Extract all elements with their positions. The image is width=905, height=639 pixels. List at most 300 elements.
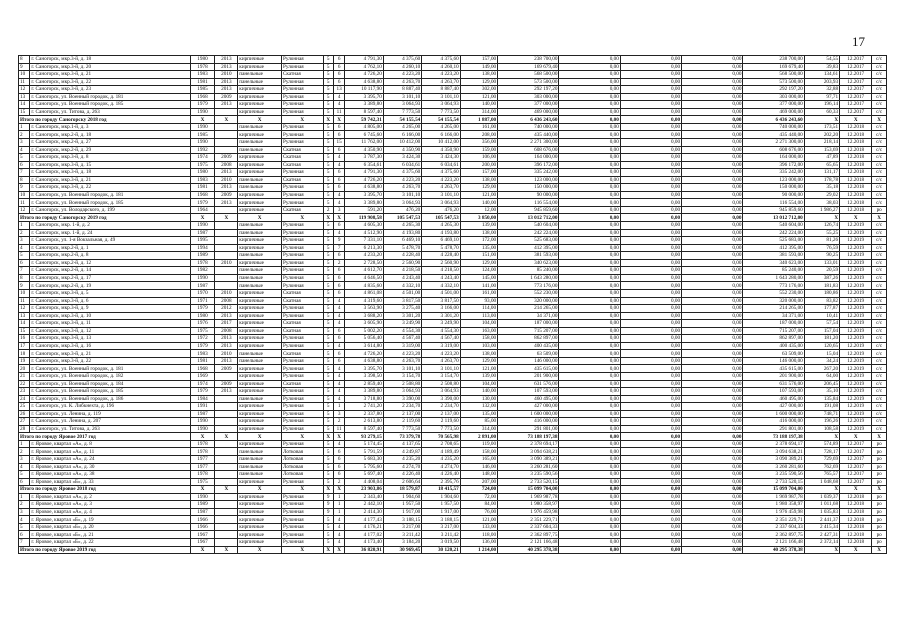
table-cell: 107 593,00 — [743, 388, 804, 396]
table-row — [19, 471, 887, 479]
table-cell: 2 362 897,75 — [498, 531, 559, 539]
table-cell: 2 — [333, 418, 344, 426]
table-cell: 39,83 — [804, 63, 839, 71]
table-cell: 4 — [333, 388, 344, 396]
table-cell: 0,00 — [682, 289, 743, 297]
table-cell: ро — [872, 516, 887, 524]
table-cell: 97,71 — [804, 93, 839, 101]
table-cell: 63 509,00 — [743, 350, 804, 358]
table-row — [19, 191, 887, 199]
table-cell — [215, 244, 238, 252]
table-cell: г. Яровое, квартал «А», д. 30 — [30, 463, 190, 471]
table-cell: 0,00 — [682, 403, 743, 411]
table-cell: 0,00 — [559, 350, 620, 358]
table-cell: 0,00 — [620, 259, 681, 267]
table-cell: 2 — [19, 501, 30, 509]
table-cell: 1978 — [190, 63, 215, 71]
table-cell: 0,00 — [559, 531, 620, 539]
table-cell: 3 094 638,21 — [743, 448, 804, 456]
table-cell — [215, 237, 238, 245]
table-cell: 83,82 — [804, 297, 839, 305]
table-cell: 65,65 — [804, 161, 839, 169]
table-cell: 15 — [19, 327, 30, 335]
table-cell: 12.2018 — [840, 176, 872, 184]
table-cell: 3 094 638,21 — [498, 448, 559, 456]
table-cell: 5 — [323, 372, 333, 380]
table-cell: 0,00 — [559, 123, 620, 131]
table-cell: 0,00 — [559, 410, 620, 418]
table-cell: г. Яровое, квартал «А», д. 11 — [30, 448, 190, 456]
table-cell: 145,00 — [460, 274, 497, 282]
table-cell: 2012 — [215, 305, 238, 313]
table-cell: 121,00 — [460, 516, 497, 524]
table-cell: 9 — [19, 63, 30, 71]
table-cell: кирпичные — [238, 305, 282, 313]
table-cell: 0,00 — [559, 274, 620, 282]
table-cell: Лотковая — [281, 471, 323, 479]
table-cell: 2 — [333, 478, 344, 486]
table-cell: ро — [872, 501, 887, 509]
table-cell: 0,00 — [682, 418, 743, 426]
table-cell: Рулонная — [281, 93, 323, 101]
table-cell: Рулонная — [281, 259, 323, 267]
table-cell: 1 904,60 — [422, 493, 460, 501]
table-cell: 0,00 — [620, 78, 681, 86]
total-label: Итого по городу Яровое 2018 год — [19, 486, 191, 494]
table-cell: 314,00 — [460, 425, 497, 433]
table-cell: 5 — [323, 410, 333, 418]
table-cell: 2013 — [215, 199, 238, 207]
table-cell: 132,00 — [460, 403, 497, 411]
table-cell: 1 035,83 — [804, 508, 839, 516]
table-cell: 6 — [333, 282, 344, 290]
table-cell: с/с — [872, 365, 887, 373]
table-cell: 0,00 — [559, 267, 620, 275]
table-cell: 5 — [323, 365, 333, 373]
table-cell: 1976 — [190, 320, 215, 328]
table-cell: 748,71 — [804, 410, 839, 418]
table-cell: 1990 — [190, 274, 215, 282]
table-cell: 85 240,00 — [498, 267, 559, 275]
table-cell: 2 891,00 — [460, 433, 497, 441]
table-cell: с/с — [872, 425, 887, 433]
table-cell: Лотковая — [281, 463, 323, 471]
table-cell: 0,00 — [559, 335, 620, 343]
table-cell: 1990 — [190, 418, 215, 426]
table-cell: 18 — [19, 350, 30, 358]
table-cell: 591,20 — [345, 206, 383, 214]
table-cell: 1985 — [190, 86, 215, 94]
table-cell: г. Яровое, квартал «Б», д. 33 — [30, 478, 190, 486]
table-cell: 1994 — [190, 244, 215, 252]
table-cell: 0,00 — [682, 252, 743, 260]
table-cell: с/с — [872, 305, 887, 313]
table-cell: 19 — [19, 357, 30, 365]
table-cell: с/с — [872, 169, 887, 177]
table-cell: 2013 — [215, 56, 238, 64]
table-cell: 0,00 — [620, 531, 681, 539]
table-cell: Скатная — [281, 320, 323, 328]
table-cell: Х — [238, 486, 282, 494]
table-cell: 90,25 — [804, 252, 839, 260]
table-cell: 1990 — [190, 425, 215, 433]
table-cell: 113,00 — [460, 312, 497, 320]
table-cell: 356,00 — [460, 139, 497, 147]
table-cell: панельные — [238, 222, 282, 230]
table-cell: 5 — [323, 169, 333, 177]
table-cell: 0,00 — [559, 86, 620, 94]
table-cell: 12.2018 — [840, 146, 872, 154]
table-cell: панельные — [238, 267, 282, 275]
table-cell: 4 332,10 — [383, 282, 421, 290]
table-cell: Х — [804, 486, 839, 494]
table-cell: 135,84 — [804, 395, 839, 403]
table-cell: кирпичные — [238, 86, 282, 94]
table-cell: 314,00 — [460, 108, 497, 116]
table-cell: 93,00 — [460, 297, 497, 305]
table-cell: 129,00 — [460, 78, 497, 86]
table-cell: 7 — [333, 244, 344, 252]
table-cell: 3 301,20 — [383, 312, 421, 320]
table-cell: кирпичные — [238, 372, 282, 380]
table-cell: 0,00 — [682, 86, 743, 94]
table-row — [19, 131, 887, 139]
table-cell: 6 — [333, 169, 344, 177]
table-cell — [215, 493, 238, 501]
table-cell — [215, 448, 238, 456]
table-cell: г. Саногорск, мкр.3-й, д. 6 — [30, 297, 190, 305]
table-cell: 150 000,00 — [498, 184, 559, 192]
table-cell: г. Яровое, квартал «А», д. 38 — [30, 471, 190, 479]
table-cell: 4 — [333, 372, 344, 380]
table-cell: 12.2018 — [840, 493, 872, 501]
table-cell: 2013 — [215, 86, 238, 94]
table-cell: 138,00 — [460, 176, 497, 184]
table-cell: г. Саногорск, мкр.2-й, д. 27 — [30, 139, 190, 147]
table-cell: 0,00 — [682, 471, 743, 479]
table-cell: 3 389,80 — [345, 101, 383, 109]
table-cell: 0,00 — [620, 342, 681, 350]
table-cell: 3 319,00 — [383, 342, 421, 350]
table-row — [19, 93, 887, 101]
table-cell: 133,00 — [460, 523, 497, 531]
table-cell: 6 — [333, 471, 344, 479]
table-cell: 6 — [19, 478, 30, 486]
table-cell: 1987 — [190, 410, 215, 418]
table-cell: 150 000,00 — [743, 184, 804, 192]
table-cell: 2 606,64 — [383, 478, 421, 486]
table-cell: 6 436 243,60 — [498, 116, 559, 124]
table-cell: 15 099 704,00 — [743, 486, 804, 494]
table-cell: 6 — [333, 350, 344, 358]
table-cell: 0,00 — [620, 244, 681, 252]
table-cell: 0,00 — [682, 78, 743, 86]
table-cell: Х — [238, 116, 282, 124]
table-cell: 0,00 — [682, 493, 743, 501]
table-cell: 12.2019 — [840, 252, 872, 260]
table-cell: 1 — [19, 440, 30, 448]
table-cell: 4 218,50 — [383, 267, 421, 275]
table-cell: г. Яровое, квартал «Б», д. 22 — [30, 539, 190, 547]
table-cell: 2009 — [215, 154, 238, 162]
table-cell: г. Саногорск, мкр.2-й, д. 17 — [30, 274, 190, 282]
table-cell: 2013 — [215, 63, 238, 71]
table-cell: 4 638,80 — [345, 357, 383, 365]
table-cell: 4 375,60 — [383, 56, 421, 64]
table-cell: г. Яровое, квартал «А», д. 3 — [30, 501, 190, 509]
table-cell: Скатная — [281, 327, 323, 335]
table-cell: 5 — [323, 229, 333, 237]
table-cell: 715 207,00 — [498, 327, 559, 335]
table-cell: 7 — [19, 539, 30, 547]
table-cell: 0,00 — [682, 305, 743, 313]
table-cell: 12.2017 — [840, 71, 872, 79]
table-cell: 0,00 — [559, 131, 620, 139]
table-cell: 1990 — [190, 222, 215, 230]
table-cell: кирпичные — [238, 101, 282, 109]
table-cell: 2008 — [215, 297, 238, 305]
table-cell — [215, 206, 238, 214]
table-cell: 1978 — [190, 259, 215, 267]
table-cell: Рулонная — [281, 523, 323, 531]
table-cell: 0,00 — [682, 320, 743, 328]
table-cell: 0,00 — [620, 493, 681, 501]
table-cell: Х — [872, 486, 887, 494]
table-cell: 12.2019 — [840, 320, 872, 328]
table-row — [19, 357, 887, 365]
table-cell: 114,00 — [460, 305, 497, 313]
table-row — [19, 146, 887, 154]
table-cell — [215, 229, 238, 237]
table-cell: 1990 — [190, 493, 215, 501]
table-cell: 4 — [333, 523, 344, 531]
table-cell: кирпичные — [238, 289, 282, 297]
table-cell: 3 398,50 — [345, 372, 383, 380]
table-row — [19, 418, 887, 426]
table-cell: 180,86 — [804, 289, 839, 297]
table-cell: 0,00 — [559, 78, 620, 86]
table-cell: кирпичные — [238, 169, 282, 177]
table-cell: 387,26 — [804, 274, 839, 282]
table-cell: 4 726,20 — [345, 176, 383, 184]
table-cell: 5 — [323, 471, 333, 479]
table-cell: 23 903,86 — [345, 486, 383, 494]
table-cell: 107 593,00 — [498, 388, 559, 396]
table-cell: г. Саногорск, мкр.2-й, д. 29 — [30, 146, 190, 154]
table-cell: 0,00 — [559, 191, 620, 199]
table-cell: 4 223,20 — [422, 176, 460, 184]
table-cell: 469 000,00 — [743, 108, 804, 116]
table-cell: 2 121 166,48 — [743, 539, 804, 547]
table-cell: 2008 — [215, 327, 238, 335]
table-cell: 3 064,93 — [383, 101, 421, 109]
table-cell: 157,00 — [460, 169, 497, 177]
table-cell: г. Саногорск, ул. Титова, д. 263 — [30, 108, 190, 116]
table-cell: 1979 — [190, 199, 215, 207]
table-cell: 12.2017 — [840, 108, 872, 116]
table-cell: 3 787,30 — [345, 154, 383, 162]
table-cell: 131,17 — [804, 169, 839, 177]
table-cell: кирпичные — [238, 418, 282, 426]
table-cell: г. Саногорск, мкр.2-й, д. 12 — [30, 259, 190, 267]
table-cell: г. Саногорск, мкр.3-й, д. 9 — [30, 305, 190, 313]
table-cell: 6 — [19, 161, 30, 169]
total-row — [19, 116, 887, 124]
table-cell: 6 — [333, 176, 344, 184]
table-cell: 2013 — [215, 335, 238, 343]
table-cell: 2 137,00 — [383, 410, 421, 418]
table-cell: 139,00 — [460, 372, 497, 380]
table-cell: 0,00 — [559, 93, 620, 101]
table-row — [19, 71, 887, 79]
table-cell: с/с — [872, 237, 887, 245]
table-cell: 4 263,70 — [422, 184, 460, 192]
table-cell: 3 090 389,21 — [743, 455, 804, 463]
table-cell: г. Саногорск, ул. Военный городок, д. 182 — [30, 372, 190, 380]
table-cell: панельные — [238, 71, 282, 79]
total-label: Итого по городу Яровое 2019 год — [19, 546, 191, 554]
table-cell: 0,00 — [620, 252, 681, 260]
table-cell: 3 154,70 — [383, 372, 421, 380]
table-cell: 0,00 — [682, 372, 743, 380]
table-cell: 335 242,00 — [498, 169, 559, 177]
table-cell: 208,00 — [460, 131, 497, 139]
table-cell: 0,00 — [682, 501, 743, 509]
table-cell: 3 395,70 — [345, 93, 383, 101]
table-cell: г. Саногорск, мкр.3-й, д. 18 — [30, 169, 190, 177]
table-cell: 12,00 — [460, 206, 497, 214]
table-cell: 0,00 — [559, 395, 620, 403]
table-cell: 12.2018 — [840, 131, 872, 139]
table-cell: кирпичные — [238, 539, 282, 547]
table-cell: 2 337,80 — [345, 410, 383, 418]
table-cell: 138,00 — [460, 229, 497, 237]
table-cell: Х — [323, 116, 333, 124]
table-cell: Рулонная — [281, 229, 323, 237]
table-cell: 377 000,00 — [743, 101, 804, 109]
table-cell: 3 249,90 — [383, 320, 421, 328]
table-cell: кирпичные — [238, 425, 282, 433]
table-cell: 3 235 590,56 — [743, 471, 804, 479]
table-cell: 0,00 — [682, 146, 743, 154]
page-number: 17 — [852, 34, 865, 49]
table-cell: 1 643 280,00 — [498, 274, 559, 282]
table-cell: 4 249,87 — [383, 448, 421, 456]
table-cell: 1974 — [190, 154, 215, 162]
table-cell: 0,00 — [559, 297, 620, 305]
table-cell: 1966 — [190, 516, 215, 524]
table-cell: 54,55 — [804, 56, 839, 64]
table-cell: 0,00 — [620, 365, 681, 373]
table-cell: 3 101,10 — [422, 93, 460, 101]
table-cell: 381 593,00 — [498, 252, 559, 260]
table-cell: 14 — [19, 320, 30, 328]
table-cell: 27 — [19, 418, 30, 426]
table-cell: 146 000,00 — [498, 357, 559, 365]
table-cell: 469 000,00 — [498, 108, 559, 116]
table-row — [19, 440, 887, 448]
table-cell: 2013 — [215, 101, 238, 109]
table-cell: ро — [872, 463, 887, 471]
table-cell: Х — [333, 433, 344, 441]
table-cell: с/с — [872, 78, 887, 86]
table-cell: 4 274,70 — [383, 463, 421, 471]
table-cell: 0,00 — [620, 191, 681, 199]
table-cell: 5 — [323, 93, 333, 101]
table-cell: 4 176,21 — [345, 523, 383, 531]
table-cell: кирпичные — [238, 259, 282, 267]
table-cell: 0,00 — [620, 478, 681, 486]
table-cell: 0,00 — [620, 546, 681, 554]
table-cell: 15 — [333, 139, 344, 147]
table-cell: 416 000,00 — [743, 418, 804, 426]
table-cell: 6 354,61 — [345, 161, 383, 169]
table-cell: ро — [872, 539, 887, 547]
table-cell: 11 — [19, 78, 30, 86]
table-cell: кирпичные — [238, 410, 282, 418]
table-cell: 129,00 — [460, 259, 497, 267]
table-cell: 0,00 — [620, 463, 681, 471]
table-cell: г. Саногорск, мкр.1-й, д. 3 — [30, 123, 190, 131]
table-cell: 6 — [333, 357, 344, 365]
table-cell: 2 119,60 — [422, 418, 460, 426]
table-cell: 0,00 — [620, 86, 681, 94]
table-cell: 106,00 — [460, 154, 497, 162]
table-cell: 4 265,30 — [383, 222, 421, 230]
table-cell: 4 — [333, 101, 344, 109]
table-cell: Рулонная — [281, 305, 323, 313]
table-cell: г. Саногорск, мкр.3-й, д. 22 — [30, 78, 190, 86]
table-cell: 4 350,90 — [383, 146, 421, 154]
table-cell: 34 371,00 — [743, 312, 804, 320]
table-cell: 5 — [323, 184, 333, 192]
table-cell: Рулонная — [281, 312, 323, 320]
table-cell: Рулонная — [281, 342, 323, 350]
table-cell: 6 — [333, 78, 344, 86]
table-cell: г. Саногорск, мкр.2-й, д. 19 — [30, 282, 190, 290]
table-cell — [215, 282, 238, 290]
table-cell: с/с — [872, 222, 887, 230]
table-cell: 12.2018 — [840, 139, 872, 147]
table-cell: 5 — [323, 448, 333, 456]
table-cell: 1 — [19, 123, 30, 131]
table-cell: г. Саногорск, ул. Военный городок, д. 185 — [30, 199, 190, 207]
table-cell: 4 512,90 — [345, 229, 383, 237]
table-cell: 4 263,70 — [383, 78, 421, 86]
table-cell: 5 — [323, 191, 333, 199]
table-cell: 0,00 — [559, 471, 620, 479]
table-cell: 2 — [19, 229, 30, 237]
table-cell: с/с — [872, 320, 887, 328]
table-cell: 11 762,00 — [345, 139, 383, 147]
table-cell: г. Яровое, квартал «Б», д. 21 — [30, 531, 190, 539]
table-cell: 5 795,60 — [345, 463, 383, 471]
table-cell: 2010 — [215, 71, 238, 79]
table-cell: г. Саногорск, мкр.3-й, д. 21 — [30, 176, 190, 184]
table-cell: 5 — [323, 101, 333, 109]
table-cell: 0,00 — [559, 440, 620, 448]
table-cell: 1981 — [190, 78, 215, 86]
table-cell: 0,00 — [559, 116, 620, 124]
table-cell: 2013 — [215, 388, 238, 396]
table-cell: 64,00 — [804, 372, 839, 380]
table-cell: 0,00 — [620, 169, 681, 177]
table-cell: 1975 — [190, 161, 215, 169]
table-cell: 24 — [19, 395, 30, 403]
table-cell: 0,00 — [559, 342, 620, 350]
table-cell: с/с — [872, 93, 887, 101]
table-cell: 0,00 — [620, 357, 681, 365]
